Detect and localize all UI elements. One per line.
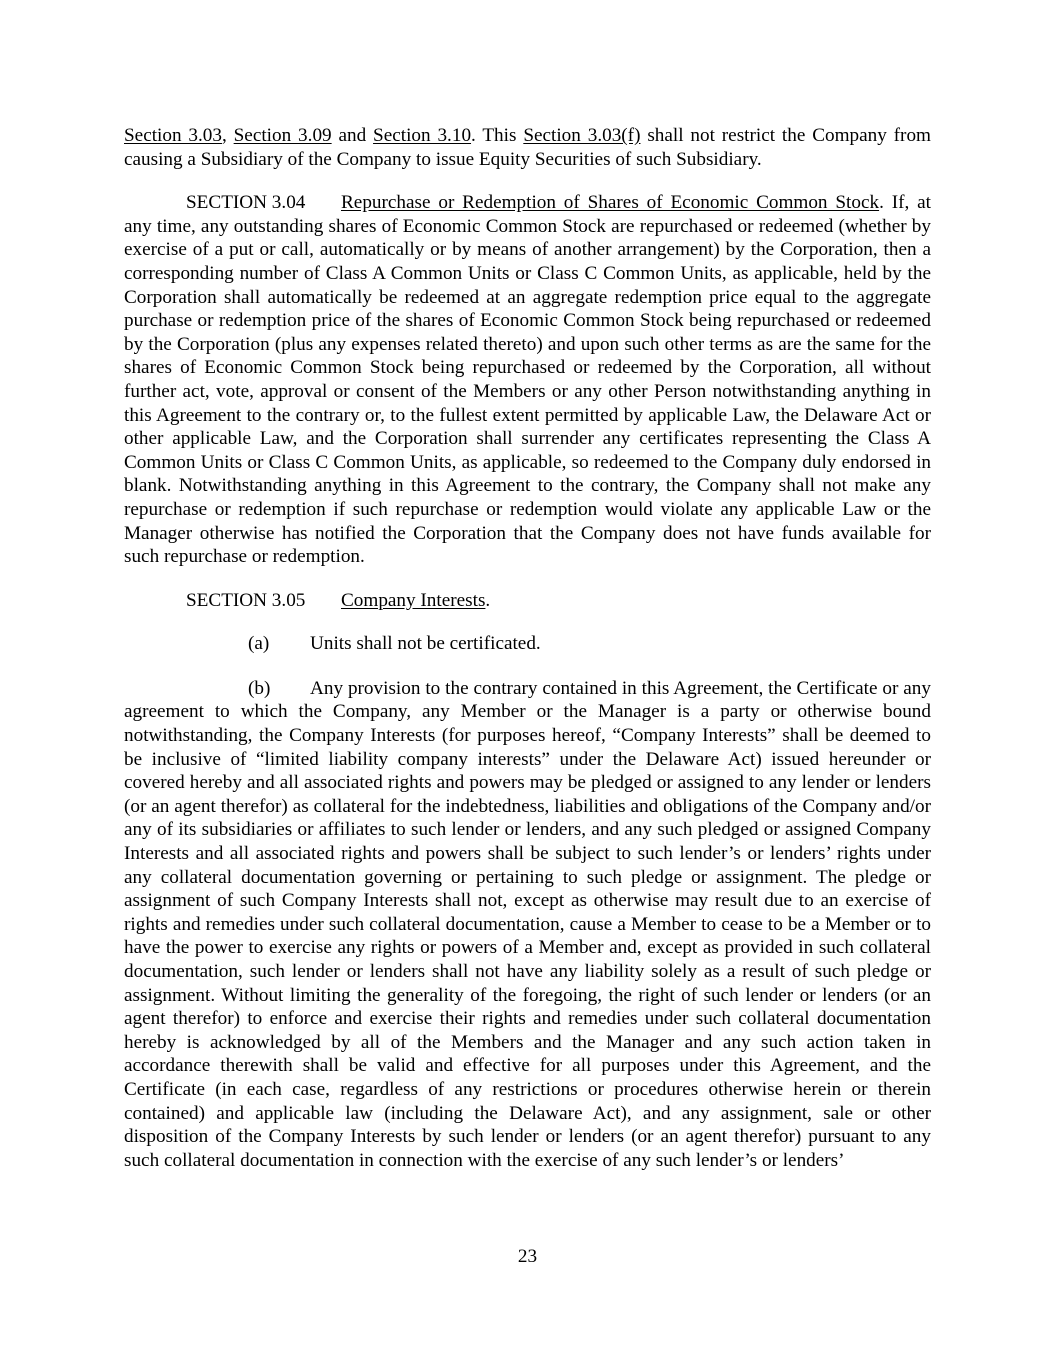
intro-text: shall not restrict the Company from causing a Subsidiary of the Company to issue Equity Securities of such Subsidiary. <box>124 125 931 170</box>
intro-separator: , <box>221 125 234 146</box>
list-item-text: Units shall not be certificated. <box>310 633 541 655</box>
section-body: . If, at any time, any outstanding shares of Economic Common Stock are repurchased or redeemed (whether by exercise of a put or call, automatically or by means of another arrangement) by the Corporation, then a corresponding number of Class A Common Units or Class C Common Units, as applicable, held by the Corporation shall automatically be redeemed at an aggregate redemption price equal to the aggregate purchase or redemption price of the shares of Economic Common Stock being repurchased or redeemed by the Corporation (plus any expenses related thereto) and upon such other terms as are the same for the shares of Economic Common Stock being repurchased or redeemed by the Corporation, all without further act, vote, approval or consent of the Members or any other Person notwithstanding anything in this Agreement to the contrary or, to the fullest extent permitted by applicable Law, the Delaware Act or other applicable Law, and the Corporation shall surrender any certificates representing the Class A Common Units or Class C Common Units, as applicable, so redeemed to the Company duly endorsed in blank. Notwithstanding anything in this Agreement to the contrary, the Company shall not make any repurchase or redemption if such repurchase or redemption would violate any applicable Law or the Manager otherwise has notified the Corporation that the Company does not have funds available for such repurchase or redemption. <box>124 192 931 568</box>
intro-separator: and <box>331 125 374 146</box>
section-reference: Section 3.03(f) <box>523 125 641 146</box>
section-number: SECTION 3.04 <box>186 192 306 214</box>
list-item-label: (a) <box>248 633 270 655</box>
section-title: Repurchase or Redemption of Shares of Economic Common Stock <box>341 192 880 214</box>
list-item-text: Any provision to the contrary contained in this Agreement, the Certificate or any agreement to which the Company, any Member or the Manager is a party or otherwise bound notwithstanding, the Company Interests (for purposes hereof, “Company Interests” shall be deemed to be inclusive of “limited liability company interests” under the Delaware Act) issued hereunder or covered hereby and all associated rights and powers may be pledged or assigned to any lender or lenders (or an agent therefor) as collateral for the indebtedness, liabilities and obligations of the Company and/or any of its subsidiaries or affiliates to such lender or lenders, and any such pledged or assigned Company Interests and all associated rights and powers shall be subject to such lender’s or lenders’ rights under any collateral documentation governing or pertaining to such pledge or assignment. The pledge or assignment of such Company Interests shall not, except as otherwise may result due to an exercise of rights and remedies under such collateral documentation, cause a Member to cease to be a Member or to have the power to exercise any rights or powers of a Member and, except as provided in such collateral documentation, such lender or lenders shall not have any liability solely as a result of such pledge or assignment. Without limiting the generality of the foregoing, the right of such lender or lenders (or an agent therefor) to enforce and exercise their rights and remedies under such collateral documentation hereby is acknowledged by all of the Members and the Manager and any such action taken in accordance therewith shall be valid and effective for all purposes under this Agreement, and the Certificate (in each case, regardless of any restrictions or procedures otherwise herein or therein contained) and applicable law (including the Delaware Act), and any assignment, sale or other disposition of the Company Interests by such lender or lenders (or an agent therefor) pursuant to any such collateral documentation in connection with the exercise of any such lender’s or lenders’ <box>124 677 931 1171</box>
section-3-05-heading <box>124 589 931 613</box>
list-item-b <box>124 677 931 1172</box>
document-page <box>124 124 931 1192</box>
section-title-period: . <box>485 589 491 611</box>
intro-paragraph <box>124 124 931 171</box>
section-reference: Section 3.10 <box>373 125 472 146</box>
list-item-a <box>124 632 931 656</box>
section-reference: Section 3.03 <box>124 125 222 146</box>
page-number: 23 <box>517 1246 538 1267</box>
section-title: Company Interests <box>341 589 486 611</box>
list-item-label: (b) <box>248 677 271 699</box>
section-reference: Section 3.09 <box>233 125 332 146</box>
intro-separator: . This <box>471 125 524 146</box>
section-number: SECTION 3.05 <box>186 589 306 611</box>
section-3-04-paragraph <box>124 191 931 569</box>
